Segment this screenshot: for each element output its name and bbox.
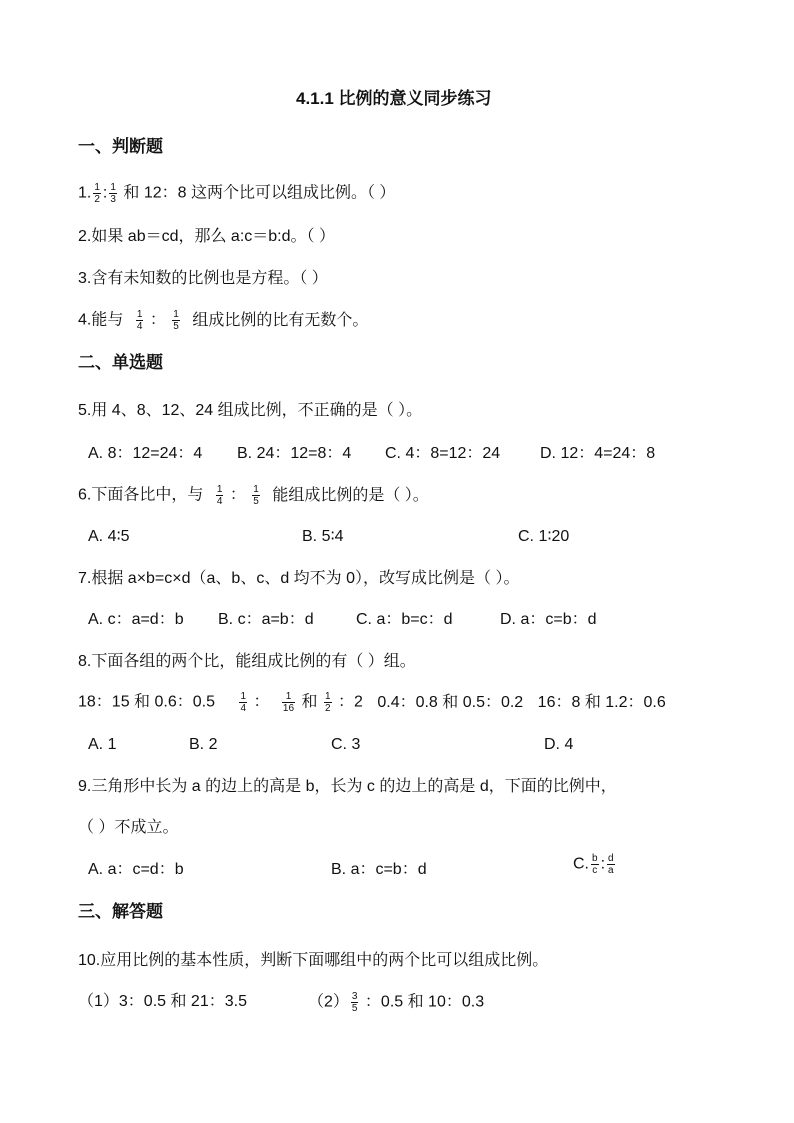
fraction: $\frac{1}{16}$	[282, 691, 295, 714]
section-heading-judgement: 一、判断题	[78, 137, 163, 156]
page-title: 4.1.1 比例的意义同步练习	[296, 89, 492, 108]
q8-option-d[interactable]: D. 4	[544, 736, 574, 753]
q5-option-a[interactable]: A. 8：12=24：4	[88, 445, 203, 462]
section-heading-answer: 三、解答题	[78, 902, 163, 921]
question-8: 8.下面各组的两个比，能组成比例的有（ ）组。	[78, 653, 416, 670]
q1-text: 和 12：8 这两个比可以组成比例。（ ）	[123, 184, 396, 202]
fraction: $\frac{1}{4}$	[136, 309, 143, 332]
fraction: $\frac{3}{5}$	[351, 991, 358, 1014]
q1-number: 1.	[78, 184, 92, 202]
q5-option-b[interactable]: B. 24：12=8：4	[237, 445, 352, 462]
question-7: 7.根据 a×b=c×d（a、b、c、d 均不为 0），改写成比例是（ ）。	[78, 570, 520, 587]
question-6: 6.下面各比中，与 $\frac{1}{4}$ ： $\frac{1}{5}$ 能组成比例的是（ ）。	[78, 484, 429, 507]
fraction: $\frac{1}{3}$	[110, 182, 116, 205]
q8-ratio-groups: 18：15 和 0.6：0.5 $\frac{1}{4}$ ： $\frac{1}{16}$ 和 $\frac{1}{2}$ ：2 0.4：0.8 和 0.5：0.2 16：8 和 1.2：0.6	[78, 691, 666, 714]
q7-option-c[interactable]: C. a：b=c：d	[356, 611, 453, 628]
q7-option-b[interactable]: B. c：a=b：d	[218, 611, 314, 628]
q7-option-d[interactable]: D. a：c=b：d	[500, 611, 597, 628]
question-4: 4.能与 $\frac{1}{4}$ ： $\frac{1}{5}$ 组成比例的比有无数个。	[78, 309, 369, 332]
fraction: $\frac{b}{c}$	[592, 853, 598, 876]
q5-option-c[interactable]: C. 4：8=12：24	[385, 445, 501, 462]
fraction: $\frac{1}{4}$	[216, 484, 223, 507]
question-9-line-2: （ ）不成立。	[78, 819, 179, 836]
q6-option-b[interactable]: B. 5∶4	[302, 528, 344, 545]
fraction: $\frac{1}{5}$	[173, 309, 179, 332]
fraction: $\frac{1}{2}$	[324, 691, 331, 714]
section-heading-choice: 二、单选题	[78, 353, 163, 372]
fraction: $\frac{1}{2}$	[94, 182, 100, 205]
fraction: $\frac{1}{5}$	[253, 484, 259, 507]
question-2: 2.如果 ab＝cd，那么 a:c＝b:d。（ ）	[78, 228, 335, 245]
q7-option-a[interactable]: A. c：a=d：b	[88, 611, 184, 628]
q8-option-b[interactable]: B. 2	[189, 736, 218, 753]
q5-option-d[interactable]: D. 12：4=24：8	[540, 445, 656, 462]
q8-option-c[interactable]: C. 3	[331, 736, 361, 753]
fraction: $\frac{1}{4}$	[240, 691, 246, 714]
q9-option-a[interactable]: A. a：c=d：b	[88, 861, 184, 878]
q6-option-a[interactable]: A. 4∶5	[88, 528, 130, 545]
question-9-line-1: 9.三角形中长为 a 的边上的高是 b，长为 c 的边上的高是 d，下面的比例中，	[78, 778, 617, 795]
question-5: 5.用 4、8、12、24 组成比例，不正确的是（ ）。	[78, 402, 423, 419]
fraction: $\frac{d}{a}$	[608, 853, 614, 876]
q9-option-c[interactable]: C. $\frac{b}{c}$ : $\frac{d}{a}$	[573, 853, 614, 876]
q8-option-a[interactable]: A. 1	[88, 736, 117, 753]
question-1: 1. $\frac{1}{2}$ : $\frac{1}{3}$ 和 12：8 这两个比可以组成比例。（ ）	[78, 182, 396, 205]
q10-part-1: （1）3：0.5 和 21：3.5	[78, 993, 247, 1010]
question-3: 3.含有未知数的比例也是方程。（ ）	[78, 270, 328, 287]
q6-option-c[interactable]: C. 1∶20	[518, 528, 570, 545]
q9-option-b[interactable]: B. a：c=b：d	[331, 861, 427, 878]
question-10: 10.应用比例的基本性质，判断下面哪组中的两个比可以组成比例。	[78, 952, 549, 969]
q10-part-2: （2） $\frac{3}{5}$ ：0.5 和 10：0.3	[308, 991, 485, 1014]
